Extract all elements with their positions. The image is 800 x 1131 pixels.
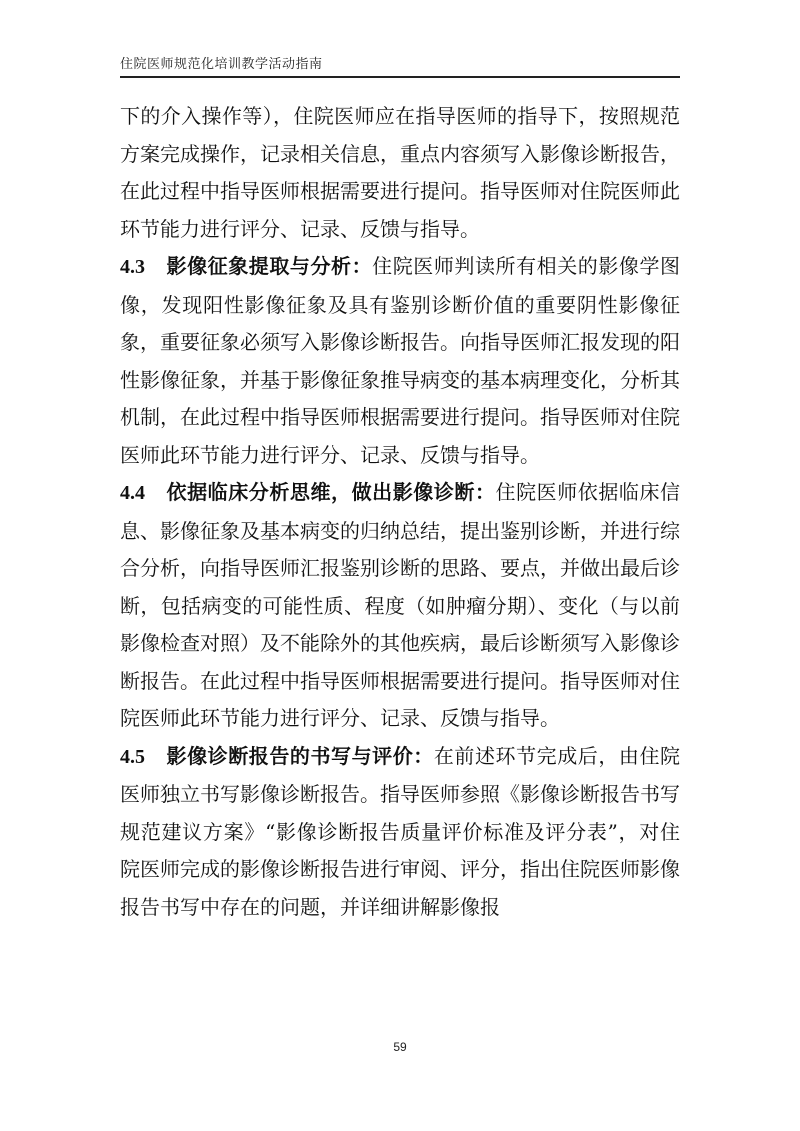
section-number: 4.3 xyxy=(120,256,145,278)
section-number: 4.5 xyxy=(120,745,145,768)
running-header xyxy=(120,50,680,78)
section-text: 在前述环节完成后，由住院医师独立书写影像诊断报告。指导医师参照《影像诊断报告书写规范建议方案》“影像诊断报告质量评价标准及评分表”，对住院医师完成的影像诊断报告进行审阅、评分，指出住院医师影像报告书写中存在的问题，并详细讲解影像报 xyxy=(120,743,681,919)
paragraph-continuation xyxy=(120,98,680,248)
section-4-5 xyxy=(120,738,680,927)
section-4-3 xyxy=(120,248,680,474)
section-title: 影像诊断报告的书写与评价： xyxy=(166,743,434,768)
running-header-title: 住院医师规范化培训教学活动指南 xyxy=(120,57,323,72)
section-title: 依据临床分析思维，做出影像诊断： xyxy=(166,480,496,504)
section-text: 住院医师判读所有相关的影像学图像，发现阳性影像征象及具有鉴别诊断价值的重要阴性影像征象，重要征象必须写入影像诊断报告。向指导医师汇报发现的阳性影像征象，并基于影像征象推导病变的基本病理变化，分析其机制，在此过程中指导医师根据需要进行提问。指导医师对住院医师此环节能力进行评分、记录、反馈与指导。 xyxy=(120,254,681,467)
section-title: 影像征象提取与分析： xyxy=(166,254,373,278)
page-number: 59 xyxy=(393,1040,407,1054)
document-body xyxy=(120,98,680,926)
section-4-4 xyxy=(120,474,680,738)
section-text: 住院医师依据临床信息、影像征象及基本病变的归纳总结，提出鉴别诊断，并进行综合分析，向指导医师汇报鉴别诊断的思路、要点，并做出最后诊断，包括病变的可能性质、程度（如肿瘤分期）、变化（与以前影像检查对照）及不能除外的其他疾病，最后诊断须写入影像诊断报告。在此过程中指导医师根据需要进行提问。指导医师对住院医师此环节能力进行评分、记录、反馈与指导。 xyxy=(120,480,681,730)
section-number: 4.4 xyxy=(120,482,145,504)
paragraph-text: 下的介入操作等），住院医师应在指导医师的指导下，按照规范方案完成操作，记录相关信息，重点内容须写入影像诊断报告，在此过程中指导医师根据需要进行提问。指导医师对住院医师此环节能力进行评分、记录、反馈与指导。 xyxy=(120,104,680,241)
